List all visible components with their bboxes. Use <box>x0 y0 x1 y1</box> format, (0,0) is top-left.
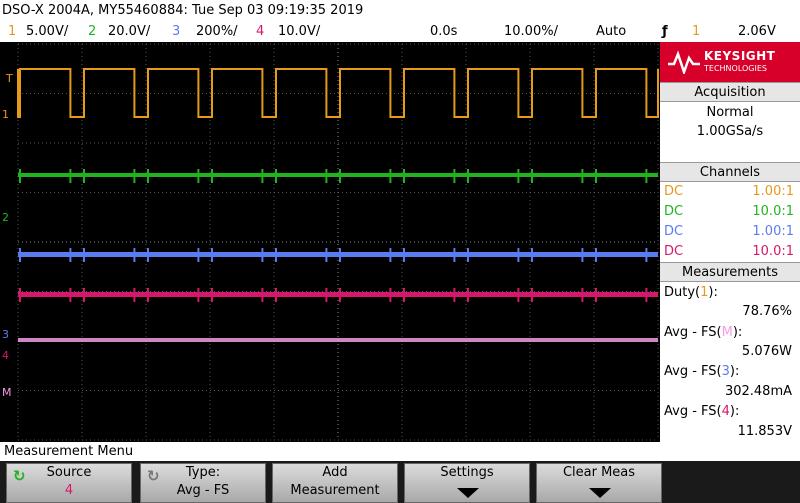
math-ground-marker[interactable]: M <box>2 386 12 399</box>
trigger-source: 1 <box>692 24 701 39</box>
ch2-trace <box>18 173 658 177</box>
trigger-level: 2.06V <box>738 24 776 39</box>
menu-title: Measurement Menu <box>0 442 800 461</box>
type-value: Avg - FS <box>176 483 230 498</box>
ch3-trace <box>18 252 658 257</box>
meas-label-power: Avg - FS(M): <box>664 325 743 340</box>
ch1-coupling: DC <box>664 184 684 199</box>
acquisition-header: Acquisition <box>660 82 800 102</box>
ch2-scale: 20.0V/ <box>108 24 151 39</box>
switching-spikes <box>20 169 646 302</box>
brand-logo <box>660 42 800 82</box>
waveform-svg <box>0 42 660 442</box>
settings-label: Settings <box>440 465 494 480</box>
ch3-coupling: DC <box>664 224 684 239</box>
ch4-number[interactable]: 4 <box>256 24 265 39</box>
title-bar: DSO-X 2004A, MY55460884: Tue Sep 03 09:19:35 2019 <box>0 0 800 22</box>
ch1-probe: 1.00:1 <box>752 184 794 199</box>
right-info-panel <box>660 42 800 442</box>
add-measurement-softkey[interactable] <box>272 463 398 503</box>
time-offset: 0.0s <box>430 24 458 39</box>
settings-softkey[interactable] <box>404 463 530 503</box>
source-softkey[interactable] <box>6 463 132 503</box>
acquisition-rate: 1.00GSa/s <box>696 124 764 139</box>
rotate-knob-icon: ↻ <box>147 467 160 485</box>
math-trace <box>18 338 658 342</box>
channel-status-bar <box>0 22 800 42</box>
graticule <box>18 44 658 440</box>
meas-value-current: 302.48mA <box>724 384 792 399</box>
trigger-level-marker[interactable]: T <box>6 72 13 85</box>
type-label: Type: <box>185 465 221 480</box>
meas-value-voltage: 11.853V <box>737 424 792 439</box>
ch1-number[interactable]: 1 <box>8 24 17 39</box>
channels-header: Channels <box>660 162 800 182</box>
ch2-probe: 10.0:1 <box>752 204 794 219</box>
keysight-wave-icon <box>668 50 700 74</box>
meas-label-duty: Duty(1): <box>664 285 718 300</box>
ch4-probe: 10.0:1 <box>752 244 794 259</box>
ch4-trace <box>18 292 658 297</box>
submenu-arrow-icon <box>589 488 611 498</box>
type-softkey[interactable] <box>140 463 266 503</box>
ch2-number[interactable]: 2 <box>88 24 97 39</box>
meas-value-duty: 78.76% <box>742 304 792 319</box>
ch1-scale: 5.00V/ <box>26 24 69 39</box>
ch1-ground-marker[interactable]: 1 <box>2 108 9 121</box>
brand-sub: TECHNOLOGIES <box>704 64 767 73</box>
ch3-probe: 1.00:1 <box>752 224 794 239</box>
ch4-scale: 10.0V/ <box>278 24 321 39</box>
ch2-ground-marker[interactable]: 2 <box>2 211 9 224</box>
acquisition-mode: Normal <box>706 105 754 120</box>
rotate-knob-icon: ↻ <box>13 467 26 485</box>
ch2-coupling: DC <box>664 204 684 219</box>
meas-value-power: 5.076W <box>741 344 792 359</box>
ch4-ground-marker[interactable]: 4 <box>2 349 9 362</box>
clear-meas-softkey[interactable] <box>536 463 662 503</box>
meas-label-voltage: Avg - FS(4): <box>664 404 740 419</box>
source-label: Source <box>46 465 92 480</box>
measurements-header: Measurements <box>660 262 800 282</box>
brand-name: KEYSIGHT <box>704 49 776 63</box>
clear-meas-label: Clear Meas <box>562 465 636 480</box>
ch4-coupling: DC <box>664 244 684 259</box>
time-scale: 10.00%/ <box>504 24 558 39</box>
add-label: Add <box>322 465 348 480</box>
waveform-display[interactable] <box>0 42 660 442</box>
ch3-ground-marker[interactable]: 3 <box>2 328 9 341</box>
ch3-scale: 200%/ <box>196 24 238 39</box>
ch3-number[interactable]: 3 <box>172 24 181 39</box>
trigger-edge-icon: ƒ <box>662 24 668 39</box>
submenu-arrow-icon <box>457 488 479 498</box>
trigger-mode: Auto <box>596 24 627 39</box>
source-value: 4 <box>64 483 74 498</box>
add-label-2: Measurement <box>290 483 380 498</box>
meas-label-current: Avg - FS(3): <box>664 364 740 379</box>
